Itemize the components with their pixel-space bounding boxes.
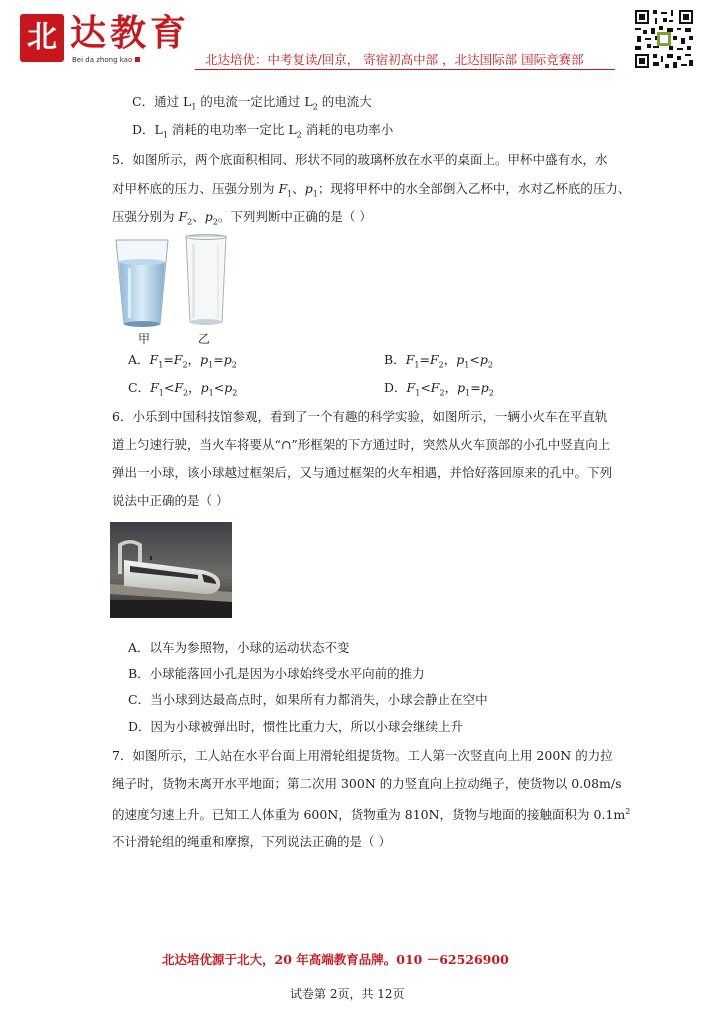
header-slogan: 北达培优：中考复读/回京， 寄宿初高中部 ，北达国际部 国际竞赛部 bbox=[205, 52, 584, 67]
q6-option-b: B．小球能落回小孔是因为小球始终受水平向前的推力 bbox=[128, 666, 425, 681]
q5-option-b: B．$F_1=F_2$，$p_1<p_2$ bbox=[384, 352, 493, 370]
glass-a-with-water-image bbox=[114, 238, 170, 328]
q6-option-c: C．当小球到达最高点时，如果所有力都消失，小球会静止在空中 bbox=[128, 692, 488, 707]
train-model-photo bbox=[110, 522, 232, 618]
q6-stem-line-4: 说法中正确的是（ ） bbox=[112, 493, 229, 508]
q6-stem-line-2: 道上匀速行驶，当火车将要从“∩”形框架的下方通过时，突然从火车顶部的小孔中竖直向上 bbox=[112, 437, 611, 452]
q7-stem-line-2: 绳子时，货物未离开水平地面；第二次用 300N 的力竖直向上拉动绳子，使货物以 0.08m/s bbox=[112, 776, 622, 791]
q6-option-d: D．因为小球被弹出时，惯性比重力大，所以小球会继续上升 bbox=[128, 719, 464, 734]
page-number: 试卷第 2页，共 12页 bbox=[290, 987, 405, 1001]
q7-stem-line-3: 的速度匀速上升。已知工人体重为 600N，货物重为 810N，货物与地面的接触面积为 $0.1m^2$ bbox=[112, 807, 631, 823]
q5-stem-line-1: 5．如图所示，两个底面积相同、形状不同的玻璃杯放在水平的桌面上。甲杯中盛有水，水 bbox=[112, 152, 608, 167]
q4-option-c: C．通过 $L_1$ 的电流一定比通过 $L_2$ 的电流大 bbox=[132, 94, 372, 112]
q6-option-a: A．以车为参照物，小球的运动状态不变 bbox=[128, 640, 350, 655]
logo-pinyin: Bei da zhong kao bbox=[72, 56, 140, 64]
q5-option-d: D．$F_1<F_2$，$p_1=p_2$ bbox=[384, 380, 494, 398]
qr-code-icon bbox=[633, 8, 695, 70]
logo-mark: 北 bbox=[20, 14, 64, 62]
header-divider bbox=[195, 69, 615, 70]
q5-stem-line-3: 压强分别为 $F_2$、$p_2$。下列判断中正确的是（ ） bbox=[112, 209, 372, 227]
q4-option-d: D．$L_1$ 消耗的电功率一定比 $L_2$ 消耗的电功率小 bbox=[132, 122, 394, 140]
logo-dot-icon bbox=[135, 57, 140, 62]
logo-text: 达教育 bbox=[70, 13, 191, 54]
glass-a-label: 甲 bbox=[138, 332, 151, 346]
q6-stem-line-3: 弹出一小球，该小球越过框架后，又与通过框架的火车相遇，并恰好落回原来的孔中。下列 bbox=[112, 465, 613, 480]
q6-stem-line-1: 6．小乐到中国科技馆参观，看到了一个有趣的科学实验，如图所示，一辆小火车在平直轨 bbox=[112, 409, 608, 424]
glass-b-empty-image bbox=[184, 234, 228, 328]
q5-option-c: C．$F_1<F_2$，$p_1<p_2$ bbox=[128, 380, 238, 398]
q5-stem-line-2: 对甲杯底的压力、压强分别为 $F_1$、$p_1$；现将甲杯中的水全部倒入乙杯中，水对乙杯底的压力、 bbox=[112, 181, 631, 199]
glass-b-label: 乙 bbox=[198, 332, 211, 346]
q5-option-a: A．$F_1=F_2$，$p_1=p_2$ bbox=[128, 352, 237, 370]
footer-slogan: 北达培优源于北大，20 年高端教育品牌。010 －62526900 bbox=[162, 952, 509, 967]
q7-stem-line-4: 不计滑轮组的绳重和摩擦，下列说法正确的是（ ） bbox=[112, 834, 391, 849]
q7-stem-line-1: 7．如图所示，工人站在水平台面上用滑轮组提货物。工人第一次竖直向上用 200N 的力拉 bbox=[112, 748, 613, 763]
